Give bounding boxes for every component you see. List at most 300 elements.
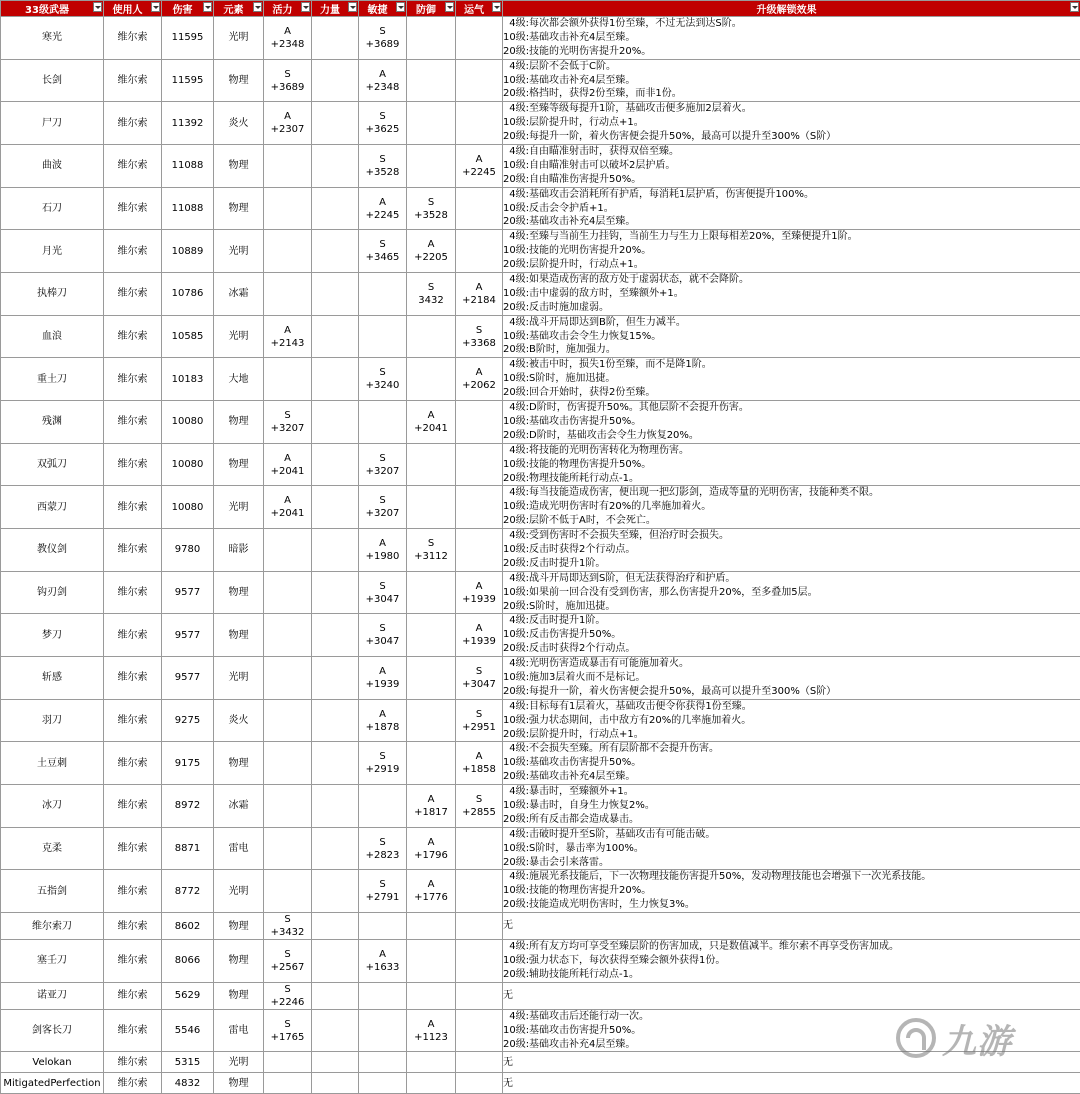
effect-cell[interactable]	[503, 614, 1080, 657]
agility-cell[interactable]	[359, 827, 407, 870]
luck-cell[interactable]	[456, 358, 503, 401]
effect-line	[503, 919, 1080, 933]
weapon-name-cell[interactable]: 剑客长刀	[1, 1009, 104, 1052]
filter-dropdown-icon[interactable]	[151, 2, 160, 12]
weapon-name-cell[interactable]: 羽刀	[1, 699, 104, 742]
weapon-name-cell[interactable]: 诺亚刀	[1, 982, 104, 1009]
might-cell[interactable]	[312, 742, 359, 785]
luck-cell[interactable]	[456, 699, 503, 742]
damage-cell[interactable]: 11595	[162, 59, 214, 102]
might-cell[interactable]	[312, 1052, 359, 1073]
luck-cell[interactable]	[456, 614, 503, 657]
user-cell[interactable]: 维尔索	[104, 315, 162, 358]
element-cell[interactable]: 雷电	[214, 1009, 264, 1052]
element-cell[interactable]: 物理	[214, 1073, 264, 1094]
effect-line	[503, 215, 1080, 229]
luck-cell[interactable]	[456, 1073, 503, 1094]
luck-cell[interactable]	[456, 486, 503, 529]
vitality-cell[interactable]	[264, 315, 312, 358]
damage-cell[interactable]: 10786	[162, 273, 214, 316]
element-cell[interactable]: 物理	[214, 742, 264, 785]
might-cell[interactable]	[312, 657, 359, 700]
damage-cell[interactable]: 5546	[162, 1009, 214, 1052]
damage-cell[interactable]: 10889	[162, 230, 214, 273]
element-cell[interactable]: 物理	[214, 913, 264, 940]
agility-cell[interactable]	[359, 1073, 407, 1094]
agility-cell[interactable]	[359, 1009, 407, 1052]
damage-cell[interactable]: 9577	[162, 614, 214, 657]
effect-cell[interactable]	[503, 657, 1080, 700]
user-cell[interactable]: 维尔索	[104, 1052, 162, 1073]
agility-cell[interactable]	[359, 940, 407, 983]
element-cell[interactable]: 雷电	[214, 827, 264, 870]
element-cell[interactable]: 光明	[214, 1052, 264, 1073]
element-cell[interactable]: 物理	[214, 571, 264, 614]
defense-cell[interactable]	[407, 145, 456, 188]
agility-cell[interactable]	[359, 145, 407, 188]
agility-cell[interactable]	[359, 102, 407, 145]
luck-cell[interactable]	[456, 870, 503, 913]
vitality-cell[interactable]	[264, 699, 312, 742]
effect-cell[interactable]	[503, 1073, 1080, 1094]
weapon-name-cell[interactable]: 克柔	[1, 827, 104, 870]
agility-cell[interactable]	[359, 187, 407, 230]
user-cell[interactable]: 维尔索	[104, 273, 162, 316]
user-cell[interactable]: 维尔索	[104, 486, 162, 529]
effect-cell[interactable]	[503, 571, 1080, 614]
luck-cell[interactable]	[456, 145, 503, 188]
effect-cell[interactable]	[503, 59, 1080, 102]
vitality-cell[interactable]	[264, 1052, 312, 1073]
vitality-cell[interactable]	[264, 571, 312, 614]
damage-cell[interactable]: 4832	[162, 1073, 214, 1094]
defense-cell[interactable]	[407, 699, 456, 742]
luck-cell[interactable]	[456, 230, 503, 273]
might-cell[interactable]	[312, 401, 359, 444]
vitality-cell[interactable]	[264, 145, 312, 188]
col-header-user[interactable]: 使用人	[104, 1, 162, 17]
user-cell[interactable]: 维尔索	[104, 571, 162, 614]
col-header-weapon[interactable]: 33级武器	[1, 1, 104, 17]
agility-cell[interactable]	[359, 742, 407, 785]
filter-dropdown-icon[interactable]	[348, 2, 357, 12]
filter-dropdown-icon[interactable]	[301, 2, 310, 12]
vitality-cell[interactable]	[264, 1073, 312, 1094]
vitality-cell[interactable]	[264, 614, 312, 657]
user-cell[interactable]: 维尔索	[104, 102, 162, 145]
agility-cell[interactable]	[359, 529, 407, 572]
might-cell[interactable]	[312, 102, 359, 145]
vitality-cell[interactable]	[264, 1009, 312, 1052]
defense-cell[interactable]	[407, 571, 456, 614]
agility-cell[interactable]	[359, 315, 407, 358]
luck-cell[interactable]	[456, 315, 503, 358]
agility-cell[interactable]	[359, 358, 407, 401]
agility-cell[interactable]	[359, 785, 407, 828]
vitality-cell[interactable]	[264, 273, 312, 316]
weapon-name-cell[interactable]: Velokan	[1, 1052, 104, 1073]
user-cell[interactable]: 维尔索	[104, 870, 162, 913]
effect-cell[interactable]	[503, 785, 1080, 828]
element-cell[interactable]: 物理	[214, 145, 264, 188]
damage-cell[interactable]: 5315	[162, 1052, 214, 1073]
might-cell[interactable]	[312, 17, 359, 60]
luck-cell[interactable]	[456, 401, 503, 444]
weapon-name-cell[interactable]: 石刀	[1, 187, 104, 230]
weapon-name-cell[interactable]: 血浪	[1, 315, 104, 358]
user-cell[interactable]: 维尔索	[104, 358, 162, 401]
damage-cell[interactable]: 8772	[162, 870, 214, 913]
col-header-vitality[interactable]: 活力	[264, 1, 312, 17]
damage-cell[interactable]: 11392	[162, 102, 214, 145]
user-cell[interactable]: 维尔索	[104, 59, 162, 102]
defense-cell[interactable]	[407, 187, 456, 230]
luck-cell[interactable]	[456, 982, 503, 1009]
effect-level: 4级:	[503, 17, 529, 31]
might-cell[interactable]	[312, 273, 359, 316]
vitality-cell[interactable]	[264, 913, 312, 940]
effect-line	[503, 714, 1080, 728]
scaling-grade: A	[407, 409, 455, 422]
agility-cell[interactable]	[359, 913, 407, 940]
damage-cell[interactable]: 9275	[162, 699, 214, 742]
filter-dropdown-icon[interactable]	[253, 2, 262, 12]
col-header-luck[interactable]: 运气	[456, 1, 503, 17]
user-cell[interactable]: 维尔索	[104, 1009, 162, 1052]
luck-cell[interactable]	[456, 913, 503, 940]
defense-cell[interactable]	[407, 102, 456, 145]
element-cell[interactable]: 大地	[214, 358, 264, 401]
effect-cell[interactable]	[503, 187, 1080, 230]
agility-cell[interactable]	[359, 1052, 407, 1073]
user-cell[interactable]: 维尔索	[104, 145, 162, 188]
col-header-agility[interactable]: 敏捷	[359, 1, 407, 17]
agility-cell[interactable]	[359, 443, 407, 486]
defense-cell[interactable]	[407, 401, 456, 444]
element-cell[interactable]: 物理	[214, 982, 264, 1009]
element-cell[interactable]: 物理	[214, 940, 264, 983]
effect-cell[interactable]	[503, 145, 1080, 188]
weapon-name-cell[interactable]: 月光	[1, 230, 104, 273]
effect-cell[interactable]	[503, 358, 1080, 401]
damage-cell[interactable]: 8972	[162, 785, 214, 828]
element-cell[interactable]: 光明	[214, 657, 264, 700]
vitality-cell[interactable]	[264, 657, 312, 700]
luck-cell[interactable]	[456, 17, 503, 60]
defense-cell[interactable]	[407, 742, 456, 785]
might-cell[interactable]	[312, 529, 359, 572]
user-cell[interactable]: 维尔索	[104, 940, 162, 983]
user-cell[interactable]: 维尔索	[104, 443, 162, 486]
defense-cell[interactable]	[407, 17, 456, 60]
weapon-name-cell[interactable]: 塞壬刀	[1, 940, 104, 983]
element-cell[interactable]: 炎火	[214, 102, 264, 145]
weapon-name-cell[interactable]: 长剑	[1, 59, 104, 102]
effect-cell[interactable]	[503, 982, 1080, 1009]
defense-cell[interactable]	[407, 59, 456, 102]
element-cell[interactable]: 光明	[214, 486, 264, 529]
filter-dropdown-icon[interactable]	[203, 2, 212, 12]
element-cell[interactable]: 物理	[214, 187, 264, 230]
effect-level: 20级:	[503, 301, 529, 315]
might-cell[interactable]	[312, 1009, 359, 1052]
might-cell[interactable]	[312, 187, 359, 230]
damage-cell[interactable]: 9175	[162, 742, 214, 785]
damage-cell[interactable]: 11088	[162, 187, 214, 230]
user-cell[interactable]: 维尔索	[104, 1073, 162, 1094]
damage-cell[interactable]: 11088	[162, 145, 214, 188]
luck-cell[interactable]	[456, 187, 503, 230]
defense-cell[interactable]	[407, 913, 456, 940]
defense-cell[interactable]	[407, 827, 456, 870]
user-cell[interactable]: 维尔索	[104, 614, 162, 657]
might-cell[interactable]	[312, 1073, 359, 1094]
element-cell[interactable]: 冰霜	[214, 785, 264, 828]
vitality-cell[interactable]	[264, 785, 312, 828]
user-cell[interactable]: 维尔索	[104, 827, 162, 870]
luck-cell[interactable]	[456, 571, 503, 614]
defense-cell[interactable]	[407, 529, 456, 572]
vitality-cell[interactable]	[264, 529, 312, 572]
vitality-cell[interactable]	[264, 742, 312, 785]
might-cell[interactable]	[312, 358, 359, 401]
weapon-name-cell[interactable]: 寒光	[1, 17, 104, 60]
agility-cell[interactable]	[359, 699, 407, 742]
luck-cell[interactable]	[456, 1009, 503, 1052]
vitality-cell[interactable]	[264, 401, 312, 444]
weapon-name-cell[interactable]: 维尔索刀	[1, 913, 104, 940]
defense-cell[interactable]	[407, 443, 456, 486]
vitality-cell[interactable]	[264, 486, 312, 529]
might-cell[interactable]	[312, 699, 359, 742]
user-cell[interactable]: 维尔索	[104, 982, 162, 1009]
weapon-name-cell[interactable]: 残渊	[1, 401, 104, 444]
damage-cell[interactable]: 8871	[162, 827, 214, 870]
effect-cell[interactable]	[503, 827, 1080, 870]
agility-cell[interactable]	[359, 230, 407, 273]
effect-cell[interactable]	[503, 913, 1080, 940]
luck-cell[interactable]	[456, 1052, 503, 1073]
might-cell[interactable]	[312, 59, 359, 102]
luck-cell[interactable]	[456, 742, 503, 785]
effect-cell[interactable]	[503, 443, 1080, 486]
damage-cell[interactable]: 9780	[162, 529, 214, 572]
filter-dropdown-icon[interactable]	[1070, 2, 1079, 12]
damage-cell[interactable]: 10183	[162, 358, 214, 401]
agility-cell[interactable]	[359, 657, 407, 700]
damage-cell[interactable]: 9577	[162, 657, 214, 700]
weapon-name-cell[interactable]: 双弧刀	[1, 443, 104, 486]
agility-cell[interactable]	[359, 571, 407, 614]
element-cell[interactable]: 光明	[214, 315, 264, 358]
defense-cell[interactable]	[407, 657, 456, 700]
effect-cell[interactable]	[503, 102, 1080, 145]
luck-cell[interactable]	[456, 59, 503, 102]
weapon-name-cell[interactable]: 西蒙刀	[1, 486, 104, 529]
defense-cell[interactable]	[407, 1052, 456, 1073]
agility-cell[interactable]	[359, 401, 407, 444]
element-cell[interactable]: 光明	[214, 230, 264, 273]
weapon-name-cell[interactable]: 冰刀	[1, 785, 104, 828]
user-cell[interactable]: 维尔索	[104, 699, 162, 742]
weapon-name-cell[interactable]: 土豆刺	[1, 742, 104, 785]
might-cell[interactable]	[312, 940, 359, 983]
effect-cell[interactable]	[503, 486, 1080, 529]
vitality-cell[interactable]	[264, 17, 312, 60]
col-header-element[interactable]: 元素	[214, 1, 264, 17]
vitality-cell[interactable]	[264, 870, 312, 913]
filter-dropdown-icon[interactable]	[492, 2, 501, 12]
effect-level: 20级:	[503, 386, 529, 400]
user-cell[interactable]: 维尔索	[104, 913, 162, 940]
might-cell[interactable]	[312, 982, 359, 1009]
element-cell[interactable]: 炎火	[214, 699, 264, 742]
filter-dropdown-icon[interactable]	[445, 2, 454, 12]
col-header-might[interactable]: 力量	[312, 1, 359, 17]
defense-cell[interactable]	[407, 358, 456, 401]
user-cell[interactable]: 维尔索	[104, 529, 162, 572]
defense-cell[interactable]	[407, 982, 456, 1009]
defense-cell[interactable]	[407, 1073, 456, 1094]
damage-cell[interactable]: 10080	[162, 401, 214, 444]
effect-cell[interactable]	[503, 230, 1080, 273]
element-cell[interactable]: 物理	[214, 59, 264, 102]
weapon-name-cell[interactable]: MitigatedPerfection	[1, 1073, 104, 1094]
agility-cell[interactable]	[359, 273, 407, 316]
effect-cell[interactable]	[503, 742, 1080, 785]
defense-cell[interactable]	[407, 1009, 456, 1052]
user-cell[interactable]: 维尔索	[104, 657, 162, 700]
weapon-name-cell[interactable]: 钩刃剑	[1, 571, 104, 614]
agility-cell[interactable]	[359, 614, 407, 657]
luck-cell[interactable]	[456, 102, 503, 145]
defense-cell[interactable]	[407, 614, 456, 657]
agility-cell[interactable]	[359, 870, 407, 913]
luck-cell[interactable]	[456, 785, 503, 828]
weapon-name-cell[interactable]: 重土刀	[1, 358, 104, 401]
weapon-name-cell[interactable]: 教仪剑	[1, 529, 104, 572]
user-cell[interactable]: 维尔索	[104, 230, 162, 273]
luck-cell[interactable]	[456, 273, 503, 316]
agility-cell[interactable]	[359, 982, 407, 1009]
might-cell[interactable]	[312, 315, 359, 358]
col-header-defense[interactable]: 防御	[407, 1, 456, 17]
element-cell[interactable]: 光明	[214, 870, 264, 913]
damage-cell[interactable]: 10585	[162, 315, 214, 358]
might-cell[interactable]	[312, 785, 359, 828]
defense-cell[interactable]	[407, 315, 456, 358]
effect-cell[interactable]	[503, 401, 1080, 444]
user-cell[interactable]: 维尔索	[104, 187, 162, 230]
damage-cell[interactable]: 10080	[162, 443, 214, 486]
vitality-cell[interactable]	[264, 982, 312, 1009]
damage-cell[interactable]: 8602	[162, 913, 214, 940]
user-cell[interactable]: 维尔索	[104, 401, 162, 444]
luck-cell[interactable]	[456, 940, 503, 983]
scaling-grade: S	[456, 708, 502, 721]
effect-cell[interactable]	[503, 17, 1080, 60]
vitality-cell[interactable]	[264, 443, 312, 486]
agility-cell[interactable]	[359, 59, 407, 102]
weapon-name-cell[interactable]: 执棒刀	[1, 273, 104, 316]
defense-cell[interactable]	[407, 486, 456, 529]
luck-cell[interactable]	[456, 443, 503, 486]
user-cell[interactable]: 维尔索	[104, 17, 162, 60]
filter-dropdown-icon[interactable]	[93, 2, 102, 12]
weapon-name-cell[interactable]: 曲波	[1, 145, 104, 188]
element-cell[interactable]: 光明	[214, 17, 264, 60]
stat-bonus: +3112	[407, 550, 455, 563]
vitality-cell[interactable]	[264, 187, 312, 230]
might-cell[interactable]	[312, 145, 359, 188]
effect-text: 被击中时，损失1份至臻，而不是降1阶。	[529, 359, 712, 370]
weapon-name-cell[interactable]: 斩感	[1, 657, 104, 700]
element-cell[interactable]: 物理	[214, 443, 264, 486]
effect-cell[interactable]	[503, 273, 1080, 316]
vitality-cell[interactable]	[264, 59, 312, 102]
defense-cell[interactable]	[407, 785, 456, 828]
user-cell[interactable]: 维尔索	[104, 785, 162, 828]
luck-cell[interactable]	[456, 827, 503, 870]
effect-cell[interactable]	[503, 699, 1080, 742]
might-cell[interactable]	[312, 443, 359, 486]
damage-cell[interactable]: 8066	[162, 940, 214, 983]
vitality-cell[interactable]	[264, 827, 312, 870]
might-cell[interactable]	[312, 571, 359, 614]
defense-cell[interactable]	[407, 870, 456, 913]
damage-cell[interactable]: 10080	[162, 486, 214, 529]
element-cell[interactable]: 暗影	[214, 529, 264, 572]
effect-cell[interactable]	[503, 940, 1080, 983]
effect-cell[interactable]	[503, 529, 1080, 572]
vitality-cell[interactable]	[264, 358, 312, 401]
agility-cell[interactable]	[359, 17, 407, 60]
might-cell[interactable]	[312, 230, 359, 273]
effect-level: 20级:	[503, 813, 529, 827]
luck-cell[interactable]	[456, 529, 503, 572]
might-cell[interactable]	[312, 614, 359, 657]
agility-cell[interactable]	[359, 486, 407, 529]
element-cell[interactable]: 冰霜	[214, 273, 264, 316]
effect-text: 层阶提升时，行动点+1。	[529, 729, 644, 740]
defense-cell[interactable]	[407, 273, 456, 316]
col-header-damage[interactable]: 伤害	[162, 1, 214, 17]
might-cell[interactable]	[312, 827, 359, 870]
might-cell[interactable]	[312, 870, 359, 913]
filter-dropdown-icon[interactable]	[396, 2, 405, 12]
damage-cell[interactable]: 5629	[162, 982, 214, 1009]
weapon-name-cell[interactable]: 五指剑	[1, 870, 104, 913]
effect-cell[interactable]	[503, 870, 1080, 913]
defense-cell[interactable]	[407, 940, 456, 983]
vitality-cell[interactable]	[264, 230, 312, 273]
vitality-cell[interactable]	[264, 940, 312, 983]
effect-cell[interactable]	[503, 315, 1080, 358]
vitality-cell[interactable]	[264, 102, 312, 145]
element-cell[interactable]: 物理	[214, 614, 264, 657]
might-cell[interactable]	[312, 486, 359, 529]
col-header-effect[interactable]: 升级解锁效果	[503, 1, 1080, 17]
might-cell[interactable]	[312, 913, 359, 940]
element-cell[interactable]: 物理	[214, 401, 264, 444]
defense-cell[interactable]	[407, 230, 456, 273]
damage-cell[interactable]: 11595	[162, 17, 214, 60]
damage-cell[interactable]: 9577	[162, 571, 214, 614]
user-cell[interactable]: 维尔索	[104, 742, 162, 785]
luck-cell[interactable]	[456, 657, 503, 700]
weapon-name-cell[interactable]: 梦刀	[1, 614, 104, 657]
weapon-name-cell[interactable]: 尸刀	[1, 102, 104, 145]
